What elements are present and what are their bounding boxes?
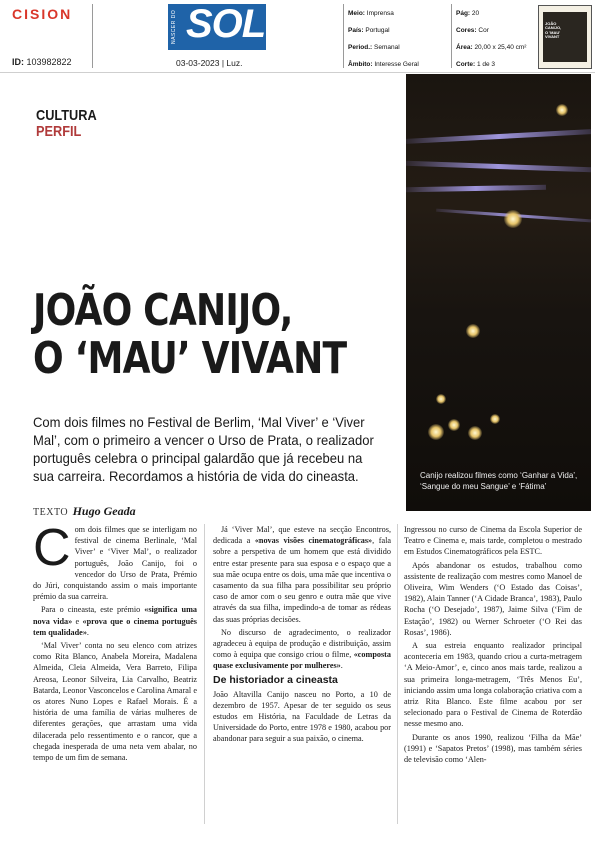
byline-label: TEXTO — [33, 507, 69, 518]
meta-value: Imprensa — [366, 10, 394, 17]
meta-label: Área: — [456, 44, 473, 51]
meta-value: Portugal — [365, 27, 390, 34]
meta-value: Interesse Geral — [374, 61, 419, 68]
paragraph: ‘Mal Viver’ conta no seu elenco com atrizes como Rita Blanco, Anabela Moreira, Madalena Almeida, Cleia Almeida, Vera Barreto, Filipa Areosa, Leonor Silveira, Lia Carvalho, Beatriz Batarda, Leonor Vasconcelos e Carolina Amaral e os atores Nuno Lopes e Rafael Morais. É a história de uma família de várias mulheres de diferentes gerações, que arrastam uma vida dilacerada pelo ressentimento e o rancor, que a chegada inesperada de uma neta vem abalar, no tempo de um fim de semana. — [33, 641, 197, 763]
section-label — [36, 108, 97, 140]
spotlight — [556, 104, 568, 116]
light-beam — [406, 129, 591, 144]
meta-label: País: — [348, 27, 364, 34]
logo-tagline: NASCER DO — [171, 9, 177, 45]
quote: «novas visões cinematográficas» — [254, 536, 373, 546]
paragraph — [213, 627, 391, 672]
meta-label: Cores: — [456, 27, 477, 34]
light-beam — [406, 185, 546, 192]
article-photo — [406, 74, 591, 511]
body-column-2 — [213, 524, 391, 747]
logo-wordmark: SOL — [186, 2, 266, 46]
spotlight — [448, 419, 460, 431]
meta-pais — [348, 27, 390, 34]
spotlight — [436, 394, 446, 404]
paragraph: Ingressou no curso de Cinema da Escola Superior de Teatro e Cinema e, mais tarde, completou o mestrado em Estudos Cinematográficos pela ESTC. — [404, 525, 582, 557]
spotlight — [466, 324, 480, 338]
meta-meio — [348, 10, 394, 17]
text: Para o cineasta, este prémio — [41, 605, 145, 615]
headline-line-1: JOÃO CANIJO, — [33, 285, 293, 336]
spotlight — [504, 210, 522, 228]
meta-label: Pág: — [456, 10, 471, 17]
light-beam — [406, 161, 591, 172]
column-rule — [204, 524, 205, 824]
meta-pag — [456, 10, 479, 17]
quote: «composta quase exclusivamente por mulheres» — [213, 650, 391, 671]
byline-author: Hugo Geada — [72, 504, 136, 518]
drop-cap: C — [33, 519, 71, 577]
meta-label: Meio: — [348, 10, 365, 17]
paragraph-text: om dois filmes que se interligam no festival de cinema Berlinale, ‘Mal Viver’ e ‘Viver Mal’, o realizador português, João Canijo, foi o vencedor do Urso de Prata, Prémio do Júri, conquistando assim o mais importante prémio da sua carreira. — [33, 525, 197, 602]
headline — [33, 287, 346, 383]
text: e — [72, 616, 83, 626]
meta-value: 20,00 x 25,40 cm² — [474, 44, 527, 51]
meta-label: Period.: — [348, 44, 373, 51]
meta-corte — [456, 61, 495, 68]
paragraph: A sua estreia enquanto realizador principal aconteceria em 1983, quando criou a curta-metragem ‘A Meio-Amor’, e, cinco anos mais tarde, realizou a sua primeira longa-metragem, ‘Três Menos Eu’, iniciando assim uma longa colaboração criativa com a atriz Rita Blanco. Este filme acabou por ser selecionado para o Festival de Cinema de Roterdão nesse mesmo ano. — [404, 641, 582, 729]
meta-cores — [456, 27, 489, 34]
column-rule — [397, 524, 398, 824]
paragraph — [33, 604, 197, 638]
quote: «prova que o cinema português tem qualidade» — [33, 616, 197, 637]
page-thumbnail — [538, 5, 592, 69]
cision-brand: CISION — [12, 6, 73, 22]
text: No discurso de agradecimento, o realizador agradeceu à equipa de produção e distribuição, assim como à equipa que consigo criou o filme, — [213, 627, 391, 660]
subheading: De historiador a cineasta — [213, 673, 338, 686]
id-value: 103982822 — [26, 57, 72, 67]
paragraph — [33, 519, 197, 602]
spotlight — [468, 426, 482, 440]
section-name: CULTURA — [36, 107, 97, 124]
meta-label: Âmbito: — [348, 61, 373, 68]
spotlight — [428, 424, 444, 440]
newspaper-logo — [168, 4, 266, 50]
header-divider — [92, 4, 93, 68]
body-column-1 — [33, 519, 197, 765]
byline — [33, 504, 136, 519]
meta-value: Semanal — [374, 44, 400, 51]
quote: «significa uma nova vida» — [33, 605, 197, 626]
headline-line-2: O ‘MAU’ VIVANT — [33, 333, 347, 384]
text: Já ‘Viver Mal’, que esteve na secção Encontros, dedicada a — [213, 525, 391, 546]
clipping-id — [12, 57, 72, 67]
text: . — [340, 661, 343, 671]
photo-caption: Canijo realizou filmes como ‘Ganhar a Vida’, ‘Sangue do meu Sangue’ e ‘Fátima’ — [420, 471, 578, 491]
body-column-3 — [404, 524, 582, 767]
paragraph: Durante os anos 1990, realizou ‘Filha da Mãe’ (1991) e ‘Sapatos Pretos’ (1998), mas também séries de televisão como ‘Alen- — [404, 732, 582, 765]
meta-label: Corte: — [456, 61, 476, 68]
text: , fala sobre a perspetiva de um homem que está dividido entre estar presente para sua esposa e o espaço que a sua mãe ocupa entre os dois, uma mãe que incentiva o casamento da sua filha para possibilitar seu próprio caso de amor com o seu genro e outra mãe que vive através da sua filha, impedindo-a de tomar as rédeas das suas próprias decisões. — [213, 536, 391, 624]
header-divider — [451, 4, 452, 68]
text: . — [86, 627, 89, 637]
id-label: ID: — [12, 57, 24, 67]
meta-value: 1 de 3 — [476, 61, 496, 68]
meta-ambito — [348, 61, 419, 68]
paragraph — [213, 524, 391, 625]
spotlight — [490, 414, 500, 424]
meta-period — [348, 44, 400, 51]
thumbnail-title: JOÃO CANIJO, O 'MAU' VIVANT — [545, 21, 562, 40]
paragraph: João Altavilla Canijo nasceu no Porto, a 10 de dezembro de 1957. Apesar de ter seguido os seus estudos em História, na Faculdade de Letras da Universidade do Porto, entre 1978 e 1980, acabou por abandonar para seguir a sua paixão, o cinema. — [213, 689, 391, 744]
meta-value: 20 — [471, 10, 480, 17]
header-divider — [343, 4, 344, 68]
paragraph: Após abandonar os estudos, trabalhou como assistente de realização com mestres como Manoel de Oliveira, Wim Wenders (‘O Estado das Coisas’, 1982), Alain Tanner (‘A Cidade Branca’, 1983), Paulo Rocha (‘O Desejado’, 1987), Jaime Silva (‘Fim de Estação’, 1982) ou Werner Schroeter (‘O Rei das Rosas’, 1986). — [404, 560, 582, 637]
publication-date: 03-03-2023 | Luz. — [176, 58, 243, 68]
article-lead: Com dois filmes no Festival de Berlim, ‘Mal Viver’ e ‘Viver Mal’, com o primeiro a vencer o Urso de Prata, o realizador português celebra o principal galardão que já recebeu na sua carreira. Recordamos a história de vida do cineasta. — [33, 414, 374, 484]
subsection-name: PERFIL — [36, 123, 82, 140]
meta-value: Cor — [478, 27, 489, 34]
meta-area — [456, 44, 526, 51]
header-rule — [0, 72, 595, 73]
